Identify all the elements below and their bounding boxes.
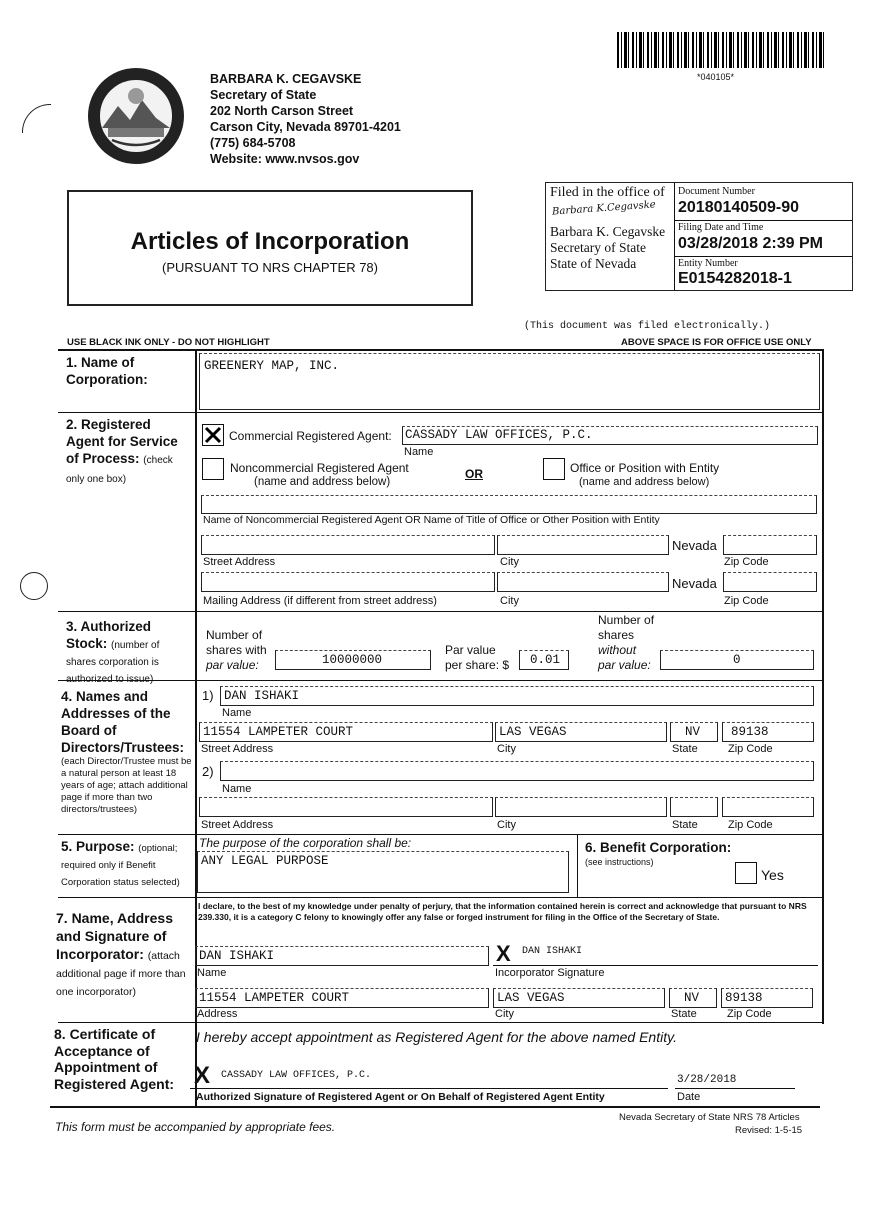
margin-circle: [20, 572, 48, 600]
shares-with-par-field[interactable]: [275, 650, 431, 670]
director1-city-caption: City: [497, 743, 516, 755]
director1-name-caption: Name: [222, 707, 252, 719]
section5-label: [61, 838, 192, 889]
director1-state-field[interactable]: [670, 722, 718, 742]
entity-number-label: Entity Number: [678, 258, 738, 269]
agent-signature-date: 3/28/2018: [677, 1074, 737, 1086]
director1-zip-field[interactable]: [722, 722, 814, 742]
director2-state-field[interactable]: [670, 797, 718, 817]
corporation-name-field[interactable]: [199, 353, 820, 410]
agent-name-caption: Name of Noncommercial Registered Agent OR Name of Title of Office or Other Position with Entity: [203, 514, 660, 526]
incorporator-zip-caption: Zip Code: [727, 1008, 772, 1020]
office-position-checkbox[interactable]: [543, 458, 565, 480]
incorporator-city-caption: City: [495, 1008, 514, 1020]
form-subtitle: (PURSUANT TO NRS CHAPTER 78): [162, 260, 378, 275]
section2-label-main: 2. Registered Agent for Service of Process:: [66, 417, 178, 466]
director2-zip-field[interactable]: [722, 797, 814, 817]
noncommercial-agent-sub: (name and address below): [254, 476, 391, 488]
office-address-line2: Carson City, Nevada 89701-4201: [210, 120, 401, 134]
agent-zip-field[interactable]: [723, 535, 817, 555]
or-separator: OR: [465, 467, 483, 481]
section6-label: 6. Benefit Corporation:: [585, 840, 732, 855]
barcode: [617, 32, 825, 68]
state-seal: [86, 66, 186, 166]
fees-note: This form must be accompanied by appropriate fees.: [55, 1120, 336, 1134]
commercial-agent-value: CASSADY LAW OFFICES, P.C.: [405, 428, 593, 442]
shares-without-par-label: Number of shares without par value:: [598, 613, 655, 672]
filed-in-office-label: Filed in the office of: [550, 185, 665, 200]
section8-label: 8. Certificate of Acceptance of Appointment of Registered Agent:: [54, 1026, 175, 1092]
incorporator-zip-field[interactable]: [721, 988, 813, 1008]
section2-label-note: (check only one box): [66, 455, 173, 485]
commercial-agent-field[interactable]: [402, 426, 818, 445]
incorporator-address-caption: Address: [197, 1008, 238, 1020]
section5-label-note: (optional; required only if Benefit Corporation status selected): [61, 843, 180, 888]
director2-number: 2): [202, 764, 214, 779]
benefit-yes-label: Yes: [761, 867, 784, 883]
director1-state-caption: State: [672, 743, 698, 755]
zip-caption: Zip Code: [724, 556, 769, 568]
office-address-line1: 202 North Carson Street: [210, 104, 354, 118]
commercial-agent-name-caption: Name: [404, 446, 434, 458]
director1-zip-caption: Zip Code: [728, 743, 773, 755]
par-value-label: Par value per share: $: [445, 643, 510, 672]
director2-city-field[interactable]: [495, 797, 667, 817]
form-id: Nevada Secretary of State NRS 78 Articles: [619, 1112, 800, 1123]
incorporator-signature-value: DAN ISHAKI: [522, 946, 583, 957]
mailing-address-caption: Mailing Address (if different from street address): [203, 595, 437, 607]
director1-street-caption: Street Address: [201, 743, 274, 755]
director2-state-caption: State: [672, 819, 698, 831]
secretary-title: Secretary of State: [210, 88, 317, 102]
purpose-value: ANY LEGAL PURPOSE: [201, 854, 329, 868]
section7-label-note: (attach additional page if more than one incorporator): [56, 950, 186, 998]
corner-mark: [22, 104, 51, 133]
par-value-field[interactable]: [519, 650, 569, 670]
director1-street-value: 11554 LAMPETER COURT: [203, 725, 354, 739]
mailing-zip-field[interactable]: [723, 572, 817, 592]
office-website: Website: www.nvsos.gov: [210, 152, 360, 166]
office-position-sub: (name and address below): [579, 476, 710, 488]
mailing-state-nevada: Nevada: [672, 576, 717, 591]
stamp-secretary-name: Barbara K. Cegavske: [550, 224, 666, 239]
section7-label: [56, 909, 194, 999]
shares-without-par-value: 0: [733, 653, 741, 667]
doc-number: 20180140509-90: [678, 199, 800, 216]
stamp-secretary-title: Secretary of State: [550, 240, 646, 255]
director1-street-field[interactable]: [199, 722, 493, 742]
director1-number: 1): [202, 688, 214, 703]
agent-signature-value: CASSADY LAW OFFICES, P.C.: [221, 1070, 372, 1081]
director2-street-field[interactable]: [199, 797, 493, 817]
electronic-filing-note: (This document was filed electronically.): [524, 321, 771, 332]
agent-street-field[interactable]: [201, 535, 495, 555]
ink-instruction: USE BLACK INK ONLY - DO NOT HIGHLIGHT: [67, 337, 270, 348]
filing-stamp: [545, 182, 853, 291]
checkmark-x-icon: [203, 425, 223, 445]
filing-date: 03/28/2018 2:39 PM: [678, 235, 823, 252]
barcode-text: *040105*: [697, 72, 735, 82]
mailing-city-caption: City: [500, 595, 519, 607]
office-use-note: ABOVE SPACE IS FOR OFFICE USE ONLY: [621, 337, 812, 348]
stamp-state: State of Nevada: [550, 256, 637, 271]
director1-name-field[interactable]: [220, 686, 814, 706]
incorporator-zip-value: 89138: [725, 991, 763, 1005]
city-caption: City: [500, 556, 519, 568]
title-box: [67, 190, 473, 306]
incorporator-street-field[interactable]: [195, 988, 489, 1008]
purpose-field[interactable]: [197, 851, 569, 893]
incorporator-state-value: NV: [684, 991, 700, 1005]
director2-street-caption: Street Address: [201, 819, 274, 831]
incorporator-name-value: DAN ISHAKI: [199, 949, 275, 963]
secretary-name: BARBARA K. CEGAVSKE: [210, 72, 362, 86]
agent-signature-caption: Authorized Signature of Registered Agent or On Behalf of Registered Agent Entity: [196, 1091, 605, 1103]
director2-zip-caption: Zip Code: [728, 819, 773, 831]
incorporator-street-value: 11554 LAMPETER COURT: [199, 991, 350, 1005]
section4-label-main: 4. Names and Addresses of the Board of Directors/Trustees:: [61, 689, 185, 755]
incorporator-city-field[interactable]: [493, 988, 665, 1008]
mailing-city-field[interactable]: [497, 572, 669, 592]
incorporator-signature-x: X: [496, 941, 511, 966]
benefit-yes-checkbox[interactable]: [735, 862, 757, 884]
agent-signature-x: X: [194, 1062, 211, 1089]
section6-note: (see instructions): [585, 857, 654, 867]
section1-label: 1. Name of Corporation:: [66, 355, 148, 387]
commercial-agent-checkbox[interactable]: [202, 424, 224, 446]
form-revised: Revised: 1-5-15: [735, 1125, 803, 1136]
doc-number-label: Document Number: [678, 186, 755, 197]
section2-label: [66, 416, 191, 488]
commercial-agent-label: Commercial Registered Agent:: [229, 429, 392, 443]
secretary-signature: Barbara K.Cegavske: [551, 199, 656, 218]
section5-label-main: 5. Purpose:: [61, 839, 135, 854]
filing-date-label: Filing Date and Time: [678, 222, 764, 233]
incorporator-state-caption: State: [671, 1008, 697, 1020]
noncommercial-agent-checkbox[interactable]: [202, 458, 224, 480]
incorporator-name-caption: Name: [197, 967, 227, 979]
secretary-header: [210, 71, 401, 167]
street-address-caption: Street Address: [203, 556, 276, 568]
section4-label-note: (each Director/Trustee must be a natural person at least 18 years of age; attach additional page if more than two directors/trustees): [61, 756, 192, 815]
incorporator-name-field[interactable]: [195, 946, 489, 966]
shares-with-par-label: Number of shares with par value:: [206, 628, 267, 672]
section4-label: [61, 688, 192, 816]
incorporator-signature-caption: Incorporator Signature: [495, 967, 605, 979]
section3-label-main: 3. Authorized Stock:: [66, 619, 152, 651]
director1-state-value: NV: [685, 725, 701, 739]
section3-label: [66, 618, 188, 686]
director2-name-field[interactable]: [220, 761, 814, 781]
agent-name-field[interactable]: [201, 495, 817, 514]
noncommercial-agent-label: Noncommercial Registered Agent: [230, 461, 409, 475]
director1-city-value: LAS VEGAS: [499, 725, 567, 739]
office-phone: (775) 684-5708: [210, 136, 296, 150]
section7-label-main: 7. Name, Address and Signature of Incorporator:: [56, 910, 173, 962]
purpose-caption: The purpose of the corporation shall be:: [199, 836, 412, 850]
agent-city-field[interactable]: [497, 535, 669, 555]
agent-date-caption: Date: [677, 1091, 701, 1103]
form-title: Articles of Incorporation: [130, 228, 410, 255]
incorporator-city-value: LAS VEGAS: [497, 991, 565, 1005]
agent-state-nevada: Nevada: [672, 538, 717, 553]
office-position-label: Office or Position with Entity: [570, 461, 720, 475]
director1-name-value: DAN ISHAKI: [224, 689, 300, 703]
director1-city-field[interactable]: [495, 722, 667, 742]
director1-zip-value: 89138: [731, 725, 769, 739]
mailing-zip-caption: Zip Code: [724, 595, 769, 607]
director2-city-caption: City: [497, 819, 516, 831]
incorporator-state-field[interactable]: [669, 988, 717, 1008]
perjury-declaration: I declare, to the best of my knowledge under penalty of perjury, that the information contained herein is correct and acknowledge that pursuant to NRS 239.330, it is a category C felony to knowingly offer any false or forged instrument for filing in the Office of the Secretary of State.: [198, 901, 807, 922]
shares-with-par-value: 10000000: [322, 653, 383, 667]
par-value-value: 0.01: [530, 653, 561, 667]
agent-acceptance-statement: I hereby accept appointment as Registered Agent for the above named Entity.: [196, 1029, 677, 1045]
shares-without-par-field[interactable]: [660, 650, 814, 670]
mailing-street-field[interactable]: [201, 572, 495, 592]
section3-label-note: (number of shares corporation is authorized to issue): [66, 640, 160, 685]
corporation-name-value: GREENERY MAP, INC.: [204, 359, 340, 373]
entity-number: E0154282018-1: [678, 270, 792, 287]
director2-name-caption: Name: [222, 783, 252, 795]
